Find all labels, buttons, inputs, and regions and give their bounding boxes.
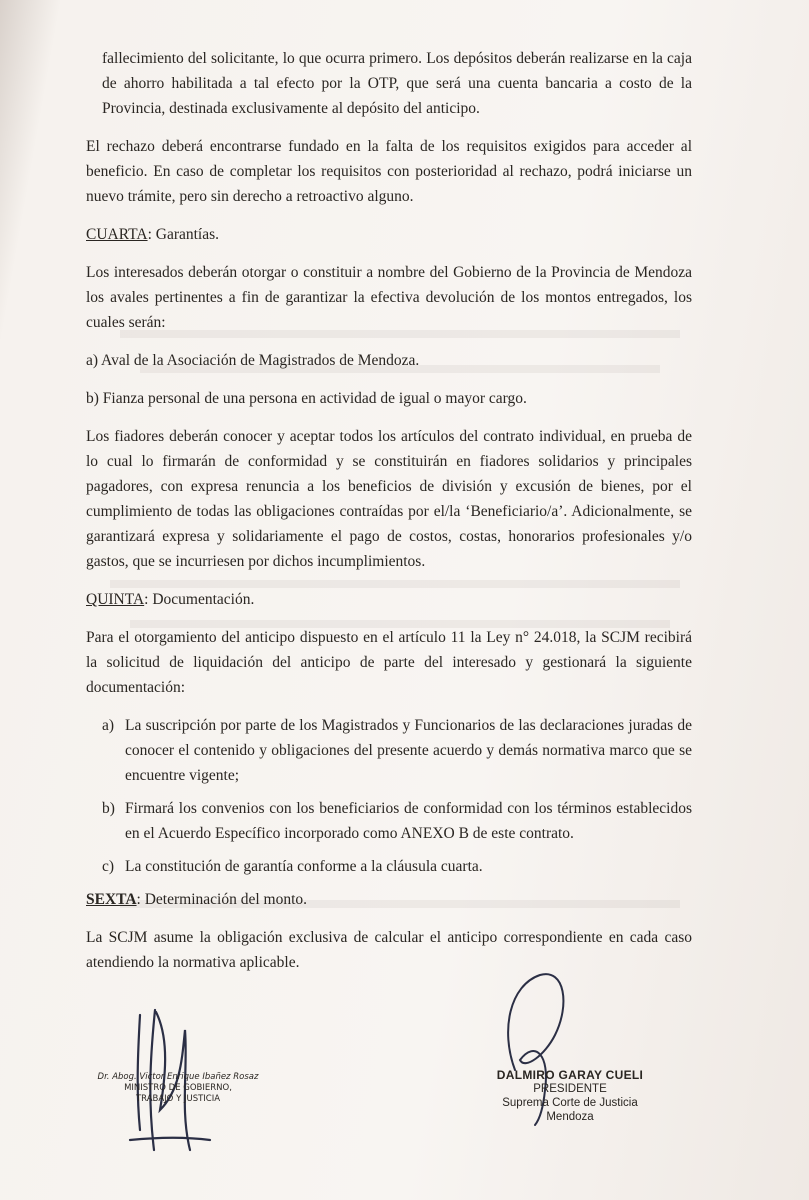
list-item bbox=[86, 854, 692, 879]
documentation-list bbox=[86, 713, 692, 879]
list-item bbox=[86, 713, 692, 788]
list-marker: c) bbox=[102, 858, 115, 875]
list-item-text: La suscripción por parte de los Magistrados y Funcionarios de las declaraciones juradas de conocer el contenido y obligaciones del presente acuerdo y demás normativa marco que se encuentre vigente; bbox=[125, 717, 692, 784]
heading-quinta-title: : Documentación. bbox=[144, 591, 255, 608]
signatory-right-title-1: PRESIDENTE bbox=[533, 1083, 607, 1095]
heading-sexta bbox=[86, 887, 692, 912]
heading-cuarta-label: CUARTA bbox=[86, 226, 148, 243]
list-item-text: La constitución de garantía conforme a la cláusula cuarta. bbox=[125, 858, 483, 875]
paragraph-intro: fallecimiento del solicitante, lo que ocurra primero. Los depósitos deberán realizarse en la caja de ahorro habilitada a tal efecto por la OTP, que será una cuenta bancaria a costo de la Provincia, destinada exclusivamente al depósito del anticipo. bbox=[102, 50, 692, 117]
heading-quinta-label: QUINTA bbox=[86, 591, 145, 608]
heading-cuarta bbox=[86, 222, 692, 247]
signatory-left-title-1: MINISTRO DE GOBIERNO, bbox=[124, 1083, 232, 1093]
heading-cuarta-title: : Garantías. bbox=[147, 226, 220, 243]
signatory-right-name: DALMIRO GARAY CUELI bbox=[496, 1068, 644, 1082]
heading-sexta-title: : Determinación del monto. bbox=[136, 891, 308, 908]
list-marker: a) bbox=[102, 717, 115, 734]
signature-block-left bbox=[68, 1072, 288, 1105]
heading-quinta bbox=[86, 587, 692, 612]
document-body bbox=[86, 46, 692, 988]
paragraph-quinta-intro: Para el otorgamiento del anticipo dispuesto en el artículo 11 la Ley n° 24.018, la SCJM recibirá la solicitud de liquidación del anticipo de parte del interesado y gestionará la siguiente documentación: bbox=[86, 629, 692, 696]
list-item bbox=[86, 796, 692, 846]
paragraph-cuarta-intro: Los interesados deberán otorgar o constituir a nombre del Gobierno de la Provincia de Mendoza los avales pertinentes a fin de garantizar la efectiva devolución de los montos entregados, los cuales serán: bbox=[86, 264, 692, 331]
item-fianza: b) Fianza personal de una persona en actividad de igual o mayor cargo. bbox=[86, 390, 527, 407]
signatory-right-title-2: Suprema Corte de Justicia bbox=[502, 1097, 638, 1109]
signatory-right-title-3: Mendoza bbox=[546, 1111, 594, 1123]
paragraph-rechazo: El rechazo deberá encontrarse fundado en la falta de los requisitos exigidos para acceder al beneficio. En caso de completar los requisitos con posterioridad al rechazo, podrá iniciarse un nuevo trámite, pero sin derecho a retroactivo alguno. bbox=[86, 138, 692, 205]
signatory-left-title-2: TRABAJO Y JUSTICIA bbox=[135, 1094, 221, 1104]
paragraph-fiadores: Los fiadores deberán conocer y aceptar todos los artículos del contrato individual, en prueba de lo cual lo firmarán de conformidad y se constituirán en fiadores solidarios y principales pagadores, con expresa renuncia a los beneficios de división y excusión de bienes, por el cumplimiento de todas las obligaciones contraídas por el/la ‘Beneficiario/a’. Adicionalmente, se garantizará expresa y solidariamente el pago de costos, costas, honorarios profesionales y/o gastos, que se incurriesen por dichos incumplimientos. bbox=[86, 428, 692, 570]
item-aval: a) Aval de la Asociación de Magistrados de Mendoza. bbox=[86, 352, 420, 369]
list-item-text: Firmará los convenios con los beneficiarios de conformidad con los términos establecidos en el Acuerdo Específico incorporado como ANEXO B de este contrato. bbox=[125, 800, 692, 842]
paragraph-sexta: La SCJM asume la obligación exclusiva de calcular el anticipo correspondiente en cada caso atendiendo la normativa aplicable. bbox=[86, 929, 692, 971]
heading-sexta-label: SEXTA bbox=[86, 891, 137, 908]
list-marker: b) bbox=[102, 800, 115, 817]
signature-block-right bbox=[470, 1068, 670, 1124]
signatory-left-name: Dr. Abog. Victor Enrique Ibañez Rosaz bbox=[97, 1072, 259, 1082]
